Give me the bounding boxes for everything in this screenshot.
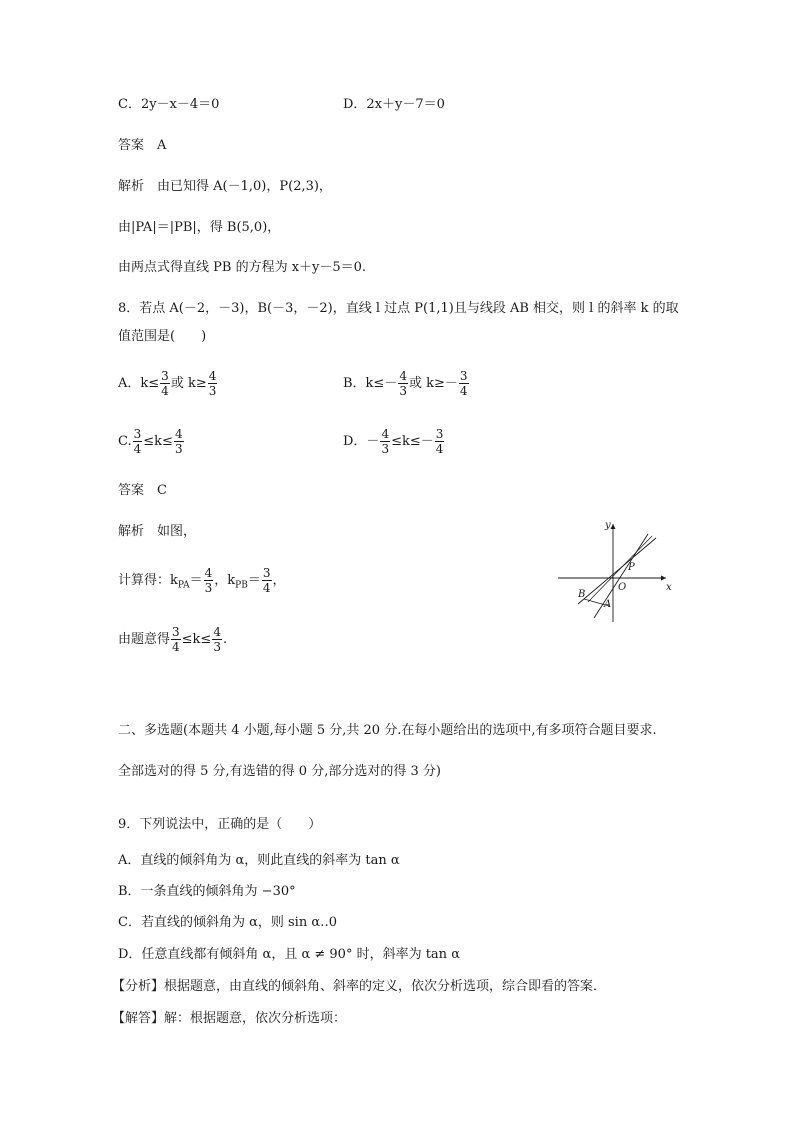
section2-heading-1: 二、多选题(本题共 4 小题,每小题 5 分,共 20 分.在每小题给出的选项中,有多项符合题目要求. [118, 723, 657, 738]
label-x: x [666, 582, 672, 593]
analysis-text: 由已知得 A(－1,0)，P(2,3)， [157, 179, 332, 194]
fraction: $\frac{3}{4}$ [133, 427, 142, 456]
q7-option-d: D．2x＋y－7＝0 [343, 97, 445, 112]
q8-analysis-1 [118, 523, 196, 541]
option-text: ≤k≤－ [391, 434, 434, 449]
label-b: B [578, 589, 586, 600]
option-text: 或 k≥－ [408, 376, 458, 391]
q9-stem: 9．下列说法中，正确的是（ ） [118, 817, 322, 832]
label-p: P [628, 562, 635, 573]
label-y: y [605, 520, 611, 531]
q8-calc-line [118, 566, 286, 595]
fraction: $\frac{4}{3}$ [208, 369, 217, 398]
analysis-label: 解析 [118, 524, 145, 539]
conclusion-text: 由题意得 [118, 632, 171, 647]
option-text: B．k≤－ [343, 376, 398, 391]
fraction: $\frac{4}{3}$ [399, 369, 407, 398]
line-through-a [594, 534, 648, 618]
label-a: A [604, 599, 612, 610]
fraction: $\frac{4}{3}$ [204, 566, 213, 595]
coordinate-figure [548, 518, 678, 630]
answer-label: 答案 [118, 138, 145, 153]
y-axis-arrow [611, 524, 616, 529]
q8-stem-1: 8．若点 A(－2，－3)，B(－3，－2)，直线 l 过点 P(1,1)且与线段 AB 相交，则 l 的斜率 k 的取 [118, 301, 679, 316]
fraction: $\frac{4}{3}$ [174, 427, 183, 456]
fraction: $\frac{3}{4}$ [161, 369, 169, 398]
q7-analysis-2: 由|PA|＝|PB|，得 B(5,0)， [118, 220, 281, 235]
q9-option-a: A．直线的倾斜角为 α，则此直线的斜率为 tan α [118, 853, 400, 868]
answer-value: C [157, 483, 167, 498]
calc-text: ，k [214, 573, 236, 588]
option-text: A．k≤ [118, 376, 160, 391]
q8-option-d [343, 427, 445, 456]
fraction: $\frac{3}{4}$ [459, 369, 468, 398]
q7-analysis-3: 由两点式得直线 PB 的方程为 x＋y－5＝0. [118, 260, 367, 275]
option-text: 或 k≥ [170, 376, 207, 391]
q8-option-a [118, 369, 218, 398]
subscript-pa: PA [177, 580, 190, 591]
q9-solution: 【解答】解：根据题意，依次分析选项： [112, 1011, 347, 1026]
label-o: O [618, 582, 627, 593]
q8-option-c [118, 427, 185, 456]
fraction: $\frac{3}{4}$ [172, 625, 180, 654]
q7-option-c: C．2y－x－4＝0 [118, 97, 220, 112]
analysis-label: 解析 [118, 179, 145, 194]
calc-text: ＝ [189, 573, 203, 588]
q8-conclusion [118, 625, 227, 654]
fraction: $\frac{4}{3}$ [213, 625, 221, 654]
q8-option-b [343, 369, 470, 398]
calc-text: ＝ [247, 573, 261, 588]
fraction: $\frac{3}{4}$ [262, 566, 271, 595]
q9-option-c: C．若直线的倾斜角为 α，则 sin α‥0 [118, 915, 338, 930]
conclusion-text: . [222, 632, 228, 647]
calc-text: 计算得：k [118, 573, 178, 588]
q7-analysis-1 [118, 178, 332, 196]
subscript-pb: PB [235, 580, 248, 591]
q7-answer [118, 137, 166, 155]
x-axis-arrow [661, 576, 666, 581]
conclusion-text: ≤k≤ [181, 632, 212, 647]
fraction: $\frac{4}{3}$ [381, 427, 390, 456]
q8-stem-2: 值范围是( ) [118, 329, 207, 344]
option-text: ≤k≤ [143, 434, 173, 449]
option-text: C. [118, 434, 132, 449]
q9-option-b: B．一条直线的倾斜角为 −30° [118, 884, 296, 899]
line-through-b [578, 538, 656, 604]
analysis-text: 如图， [157, 524, 197, 539]
fraction: $\frac{3}{4}$ [435, 427, 444, 456]
q9-option-d: D．任意直线都有倾斜角 α，且 α ≠ 90° 时，斜率为 tan α [118, 947, 460, 962]
calc-text: ， [272, 573, 286, 588]
q9-analysis: 【分析】根据题意，由直线的倾斜角、斜率的定义，依次分析选项，综合即看的答案． [112, 979, 607, 994]
option-text: D．－ [343, 434, 380, 449]
answer-value: A [157, 138, 167, 153]
section2-heading-2: 全部选对的得 5 分,有选错的得 0 分,部分选对的得 3 分) [118, 764, 441, 779]
answer-label: 答案 [118, 483, 145, 498]
q8-answer [118, 482, 167, 500]
